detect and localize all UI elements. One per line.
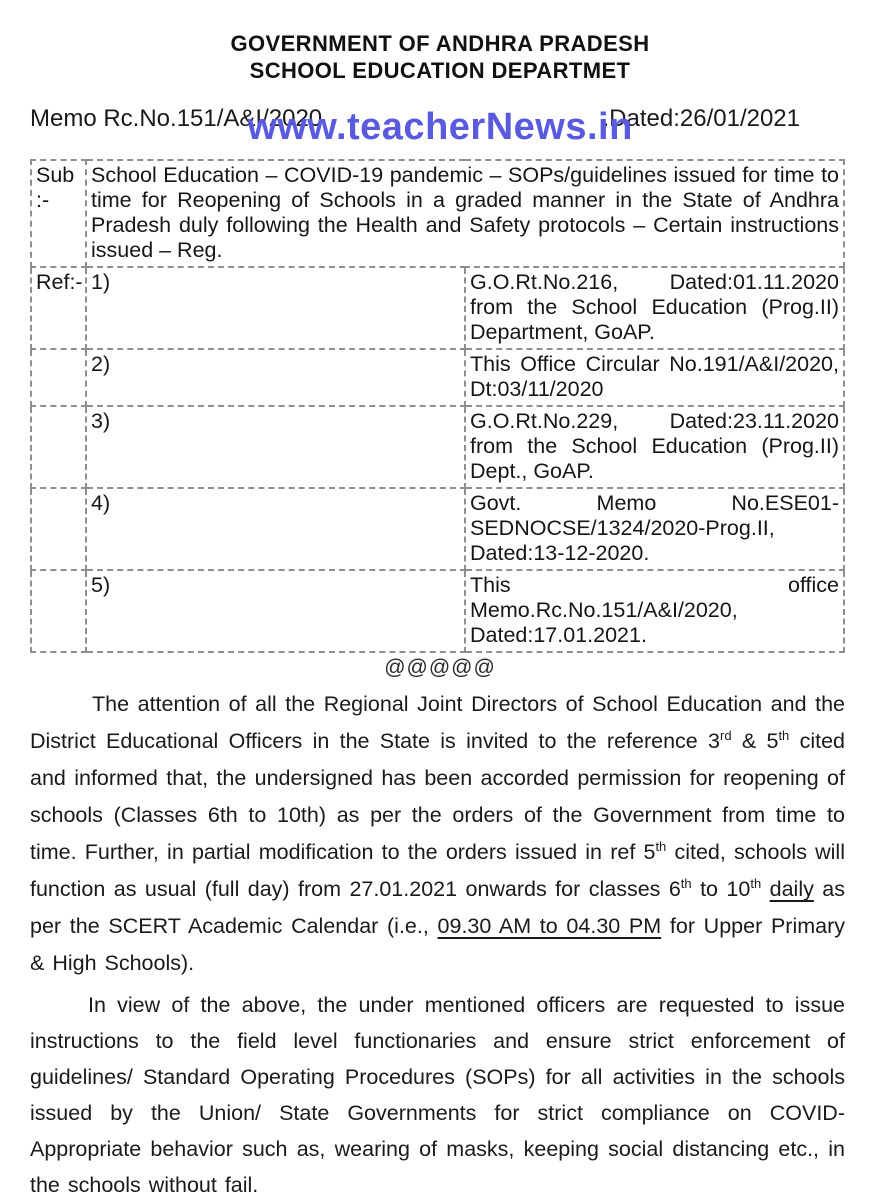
- reference-text: This office Memo.Rc.No.151/A&I/2020, Dated:17.01.2021.: [465, 570, 844, 652]
- text-segment: [761, 877, 769, 901]
- reference-text: G.O.Rt.No.229, Dated:23.11.2020 from the School Education (Prog.II) Dept., GoAP.: [465, 406, 844, 488]
- text-segment: cited and informed that, the undersigned has been accorded permission for reopening of schools (Classes 6th to 10th) as per the orders of the Government from time to time. Further, in partial modification to the orders issued in ref 5: [30, 729, 845, 864]
- reference-label-empty: [31, 570, 86, 652]
- memo-number: Memo Rc.No.151/A&I/2020: [30, 105, 323, 132]
- reference-number: 1): [86, 267, 465, 349]
- underlined-text: 09.30 AM to 04.30 PM: [437, 914, 662, 938]
- text-segment: to 10: [691, 877, 751, 901]
- memo-date: .Dated:26/01/2021: [602, 105, 800, 132]
- ordinal-superscript: th: [680, 875, 692, 891]
- ordinal-superscript: th: [778, 727, 790, 743]
- reference-label-empty: [31, 488, 86, 570]
- title-line-government: GOVERNMENT OF ANDHRA PRADESH: [230, 31, 650, 56]
- reference-label-empty: [31, 349, 86, 406]
- underlined-text: daily: [769, 877, 814, 901]
- site-watermark: www.teacherNews.in: [247, 106, 633, 148]
- document-title: [0, 0, 880, 84]
- reference-number: 4): [86, 488, 465, 570]
- body-paragraph-1: [30, 686, 845, 982]
- reference-row: [31, 406, 844, 488]
- text-segment: & 5: [731, 729, 779, 753]
- reference-number: 5): [86, 570, 465, 652]
- text-segment: The attention of all the Regional Joint Directors of School Education and the District Educational Officers in the State is invited to the reference 3: [30, 692, 845, 753]
- reference-label: Ref:-: [31, 267, 86, 349]
- reference-row: [31, 267, 844, 349]
- text-segment: for Upper Primary & High Schools).: [30, 914, 845, 975]
- ordinal-superscript: rd: [720, 727, 732, 743]
- text-segment: cited, schools will function as usual (full day) from 27.01.2021 onwards for classes 6: [30, 840, 845, 901]
- at-sign-separator: @@@@@: [384, 656, 496, 679]
- reference-number: 2): [86, 349, 465, 406]
- reference-label-empty: [31, 406, 86, 488]
- text-segment: as per the SCERT Academic Calendar (i.e.,: [30, 877, 845, 938]
- reference-text: G.O.Rt.No.216, Dated:01.11.2020 from the School Education (Prog.II) Department, GoAP.: [465, 267, 844, 349]
- reference-row: [31, 349, 844, 406]
- ordinal-superscript: th: [655, 838, 667, 854]
- reference-text: Govt. Memo No.ESE01-SEDNOCSE/1324/2020-Prog.II, Dated:13-12-2020.: [465, 488, 844, 570]
- body-paragraph-2: In view of the above, the under mentioned officers are requested to issue instructions to the field level functionaries and ensure strict enforcement of guidelines/ Standard Operating Procedures (SOPs) for all activities in the schools issued by the Union/ State Governments for strict compliance on COVID-Appropriate behavior such as, wearing of masks, keeping social distancing etc., in the schools without fail.: [30, 993, 845, 1197]
- title-line-department: SCHOOL EDUCATION DEPARTMET: [249, 58, 631, 83]
- reference-number: 3): [86, 406, 465, 488]
- subject-reference-table: [30, 159, 845, 653]
- ordinal-superscript: th: [750, 875, 762, 891]
- subject-text: School Education – COVID-19 pandemic – SOPs/guidelines issued for time to time for Reopening of Schools in a graded manner in the State of Andhra Pradesh duly following the Health and Safety protocols – Certain instructions issued – Reg.: [86, 160, 844, 267]
- subject-row: [31, 160, 844, 267]
- reference-row: [31, 488, 844, 570]
- subject-label: Sub :-: [31, 160, 86, 267]
- memo-line: [30, 105, 800, 133]
- reference-text: This Office Circular No.191/A&I/2020, Dt:03/11/2020: [465, 349, 844, 406]
- reference-row: [31, 570, 844, 652]
